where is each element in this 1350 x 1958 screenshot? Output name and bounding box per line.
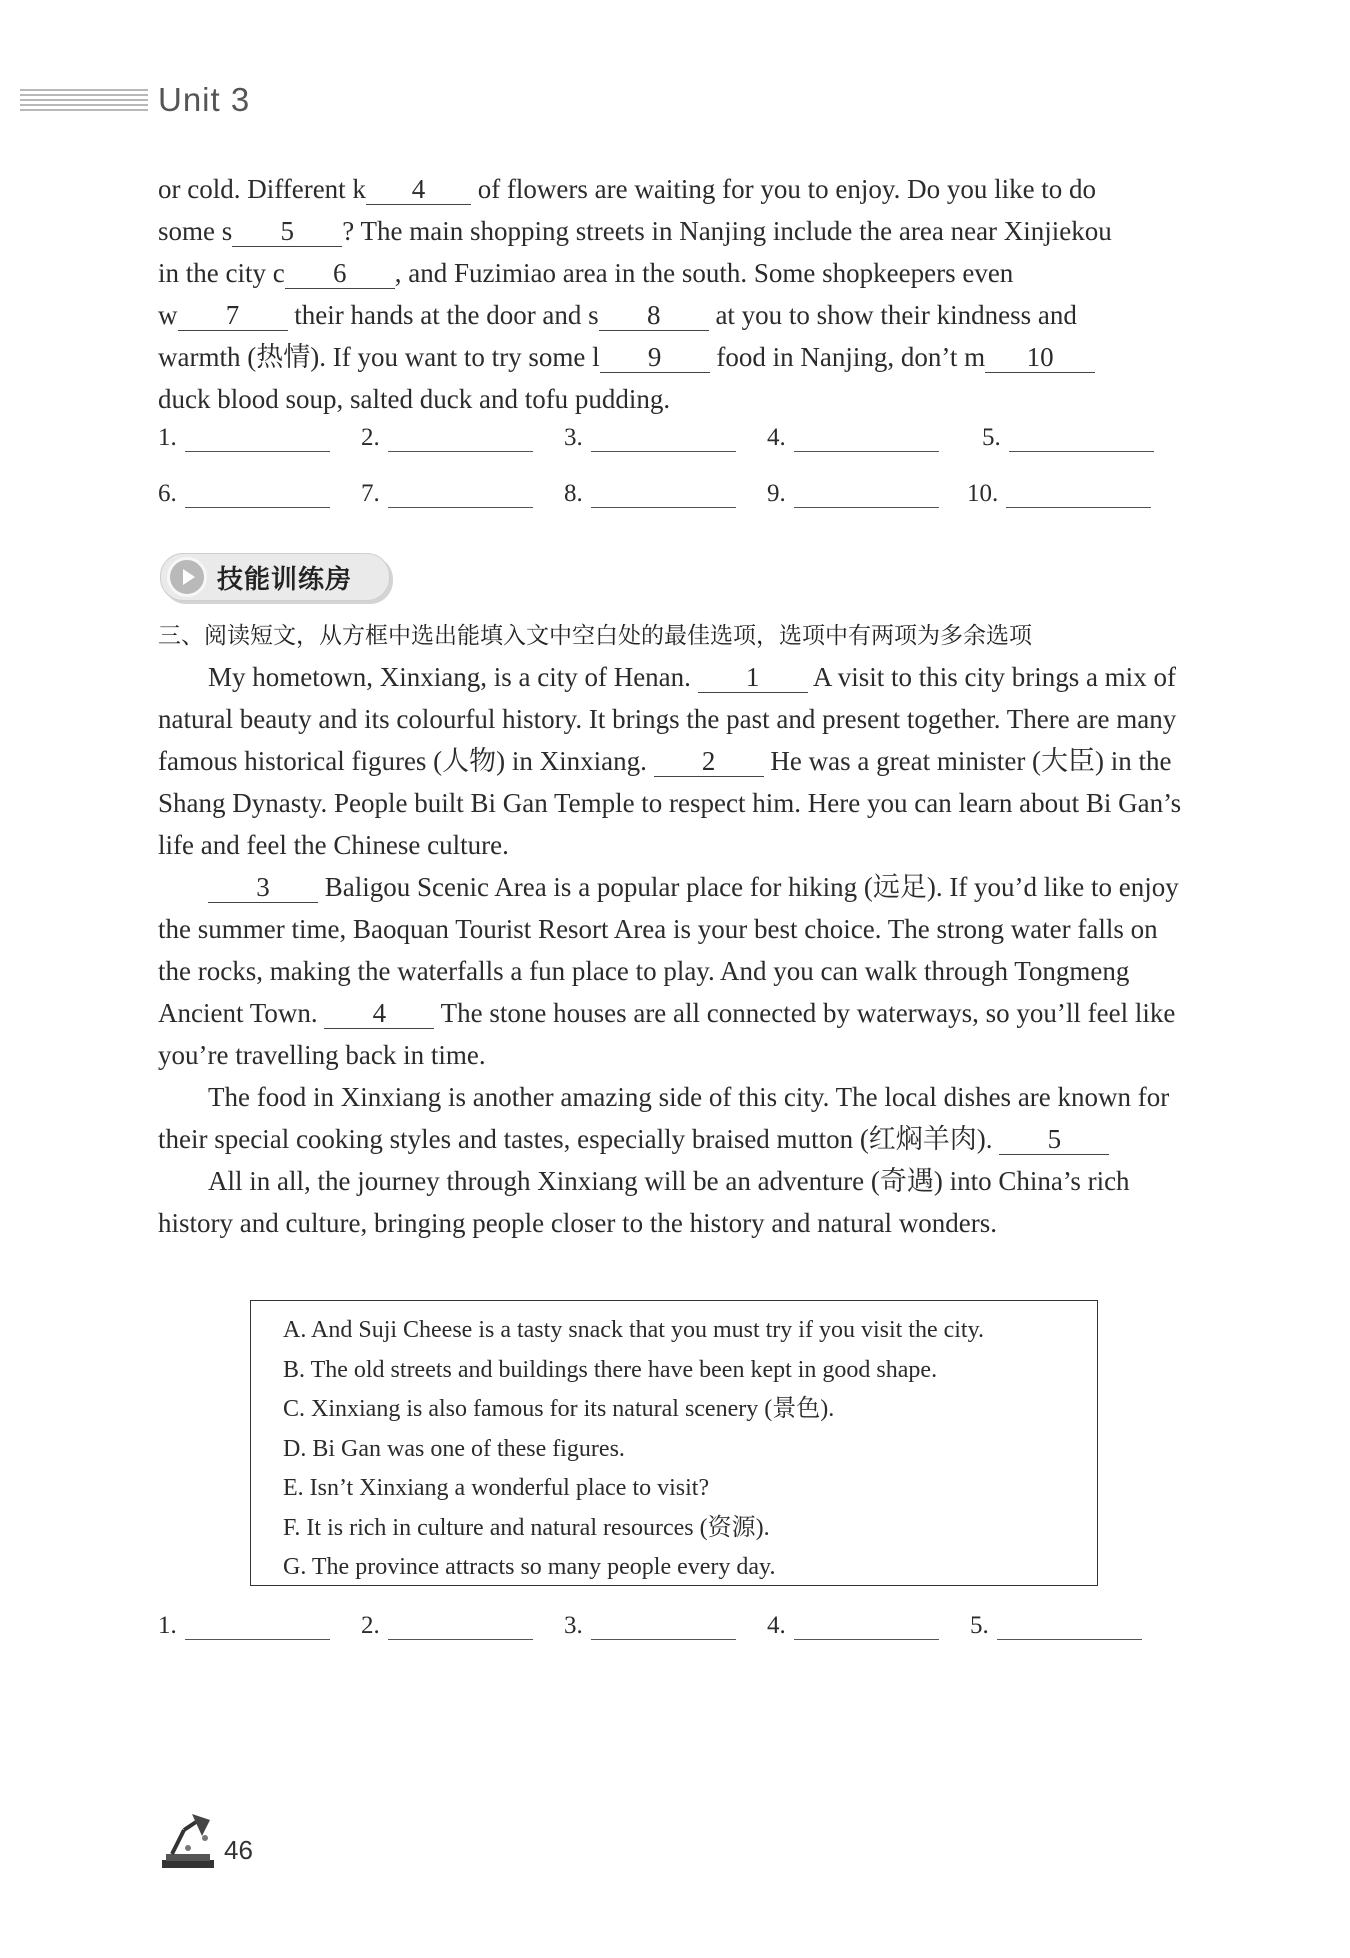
answer-number: 9.	[767, 480, 786, 507]
text-segment: or cold. Different k	[158, 174, 366, 204]
answer-item	[767, 1612, 970, 1640]
answer-line[interactable]	[997, 1615, 1142, 1640]
exercise-instruction: 三、阅读短文，从方框中选出能填入文中空白处的最佳选项，选项中有两项为多余选项	[158, 623, 1032, 649]
text-segment: The stone houses are all connected by waterways, so you’ll feel like you’re travelling back in time.	[158, 998, 1176, 1070]
passage-1-line	[158, 336, 1193, 378]
page-footer	[158, 1810, 253, 1872]
answer-item	[767, 424, 982, 452]
answer-number: 3.	[564, 424, 583, 451]
text-segment: , and Fuzimiao area in the south. Some shopkeepers even	[394, 258, 1014, 288]
answer-line[interactable]	[591, 483, 736, 508]
options-box	[250, 1300, 1098, 1586]
answer-item	[564, 1612, 767, 1640]
text-segment: in the city c	[158, 258, 285, 288]
option-e: E. Isn’t Xinxiang a wonderful place to visit?	[283, 1475, 710, 1501]
blank-1[interactable]: 1	[698, 662, 808, 693]
passage-1-line	[158, 378, 1193, 420]
answer-line[interactable]	[794, 427, 939, 452]
passage-1-line	[158, 168, 1193, 210]
passage-1-line	[158, 252, 1193, 294]
blank-10[interactable]: 10	[985, 342, 1095, 373]
answer-item	[967, 480, 1170, 508]
passage-2-paragraph-1	[158, 656, 1193, 866]
option-c: C. Xinxiang is also famous for its natural scenery (景色).	[283, 1396, 835, 1422]
option-a: A. And Suji Cheese is a tasty snack that you must try if you visit the city.	[283, 1317, 985, 1343]
text-segment: He was a great minister (大臣) in the Shang Dynasty. People built Bi Gan Temple to respect him. Here you can learn about Bi Gan’s life and feel the Chinese culture.	[158, 746, 1182, 860]
answer-line[interactable]	[388, 1615, 533, 1640]
blank-4[interactable]: 4	[366, 174, 471, 205]
answer-number: 8.	[564, 480, 583, 507]
blank-5[interactable]: 5	[232, 216, 342, 247]
option-b: B. The old streets and buildings there have been kept in good shape.	[283, 1356, 938, 1383]
answer-line[interactable]	[1009, 427, 1154, 452]
answer-row-3	[158, 1612, 1173, 1640]
answer-number: 2.	[361, 1612, 380, 1639]
answer-item	[158, 1612, 361, 1640]
answer-line[interactable]	[388, 483, 533, 508]
blank-6[interactable]: 6	[285, 258, 395, 289]
answer-item	[361, 1612, 564, 1640]
answer-item	[361, 480, 564, 508]
answer-number: 10.	[967, 480, 999, 507]
answer-line[interactable]	[185, 483, 330, 508]
answer-number: 4.	[767, 424, 786, 451]
passage-1-line	[158, 210, 1193, 252]
option-d: D. Bi Gan was one of these figures.	[283, 1435, 625, 1462]
text-segment: duck blood soup, salted duck and tofu pudding.	[158, 384, 671, 414]
passage-2-paragraph-3	[158, 1076, 1193, 1160]
answer-number: 2.	[361, 424, 380, 451]
desk-lamp-icon	[158, 1810, 220, 1872]
answer-item	[564, 480, 767, 508]
answer-number: 5.	[982, 424, 1001, 451]
answer-number: 7.	[361, 480, 380, 507]
blank-9[interactable]: 9	[600, 342, 710, 373]
answer-line[interactable]	[1006, 483, 1151, 508]
passage-1-line	[158, 294, 1193, 336]
text-segment: their hands at the door and s	[287, 300, 599, 330]
passage-1	[158, 168, 1193, 420]
option-f: F. It is rich in culture and natural resources (资源).	[283, 1514, 770, 1541]
play-icon	[167, 557, 207, 597]
header-decoration	[20, 89, 148, 111]
blank-7[interactable]: 7	[178, 300, 288, 331]
answer-number: 1.	[158, 424, 177, 451]
page-header	[0, 80, 250, 120]
passage-2-paragraph-4: All in all, the journey through Xinxiang will be an adventure (奇遇) into China’s rich history and culture, bringing people closer to the history and natural wonders.	[158, 1166, 1130, 1238]
unit-title: Unit 3	[158, 81, 251, 118]
answer-item	[158, 480, 361, 508]
text-segment: some s	[158, 216, 233, 246]
text-segment: food in Nanjing, don’t m	[709, 342, 986, 372]
answer-line[interactable]	[388, 427, 533, 452]
answer-item	[767, 480, 967, 508]
answer-row-2	[158, 480, 1170, 508]
answer-number: 3.	[564, 1612, 583, 1639]
section-label: 技能训练房	[217, 564, 353, 595]
answer-line[interactable]	[185, 1615, 330, 1640]
answer-line[interactable]	[794, 483, 939, 508]
blank-4[interactable]: 4	[324, 998, 434, 1029]
answer-number: 4.	[767, 1612, 786, 1639]
answer-item	[361, 424, 564, 452]
text-segment: A visit to this city brings a mix of natural beauty and its colourful history. It brings the past and present together. There are many famous historical figures (人物) in Xinxiang.	[158, 662, 1177, 776]
answer-number: 5.	[970, 1612, 989, 1639]
blank-8[interactable]: 8	[599, 300, 709, 331]
page-number: 46	[224, 1835, 253, 1865]
text-segment: My hometown, Xinxiang, is a city of Henan.	[208, 662, 698, 692]
text-segment: Baligou Scenic Area is a popular place for hiking (远足). If you’d like to enjoy the summer time, Baoquan Tourist Resort Area is your best choice. The strong water falls on the rocks, making the waterfalls a fun place to play. And you can walk through Tongmeng Ancient Town.	[158, 872, 1179, 1028]
text-segment: warmth (热情). If you want to try some l	[158, 342, 600, 372]
text-segment: w	[158, 300, 178, 330]
blank-5[interactable]: 5	[999, 1124, 1109, 1155]
answer-row-1	[158, 424, 1185, 452]
answer-item	[564, 424, 767, 452]
passage-2-paragraph-2	[158, 866, 1193, 1076]
answer-line[interactable]	[591, 1615, 736, 1640]
text-segment: ? The main shopping streets in Nanjing include the area near Xinjiekou	[342, 216, 1112, 246]
answer-line[interactable]	[794, 1615, 939, 1640]
blank-2[interactable]: 2	[654, 746, 764, 777]
section-banner	[160, 553, 390, 601]
passage-2	[158, 656, 1193, 1244]
answer-number: 6.	[158, 480, 177, 507]
answer-item	[158, 424, 361, 452]
answer-line[interactable]	[591, 427, 736, 452]
text-segment: The food in Xinxiang is another amazing side of this city. The local dishes are known for their special cooking styles and tastes, especially braised mutton (红焖羊肉).	[158, 1082, 1170, 1154]
answer-item	[982, 424, 1185, 452]
answer-item	[970, 1612, 1173, 1640]
blank-3[interactable]: 3	[208, 872, 318, 903]
answer-number: 1.	[158, 1612, 177, 1639]
text-segment: of flowers are waiting for you to enjoy. Do you like to do	[470, 174, 1097, 204]
answer-line[interactable]	[185, 427, 330, 452]
option-g: G. The province attracts so many people every day.	[283, 1554, 776, 1580]
text-segment: at you to show their kindness and	[708, 300, 1077, 330]
